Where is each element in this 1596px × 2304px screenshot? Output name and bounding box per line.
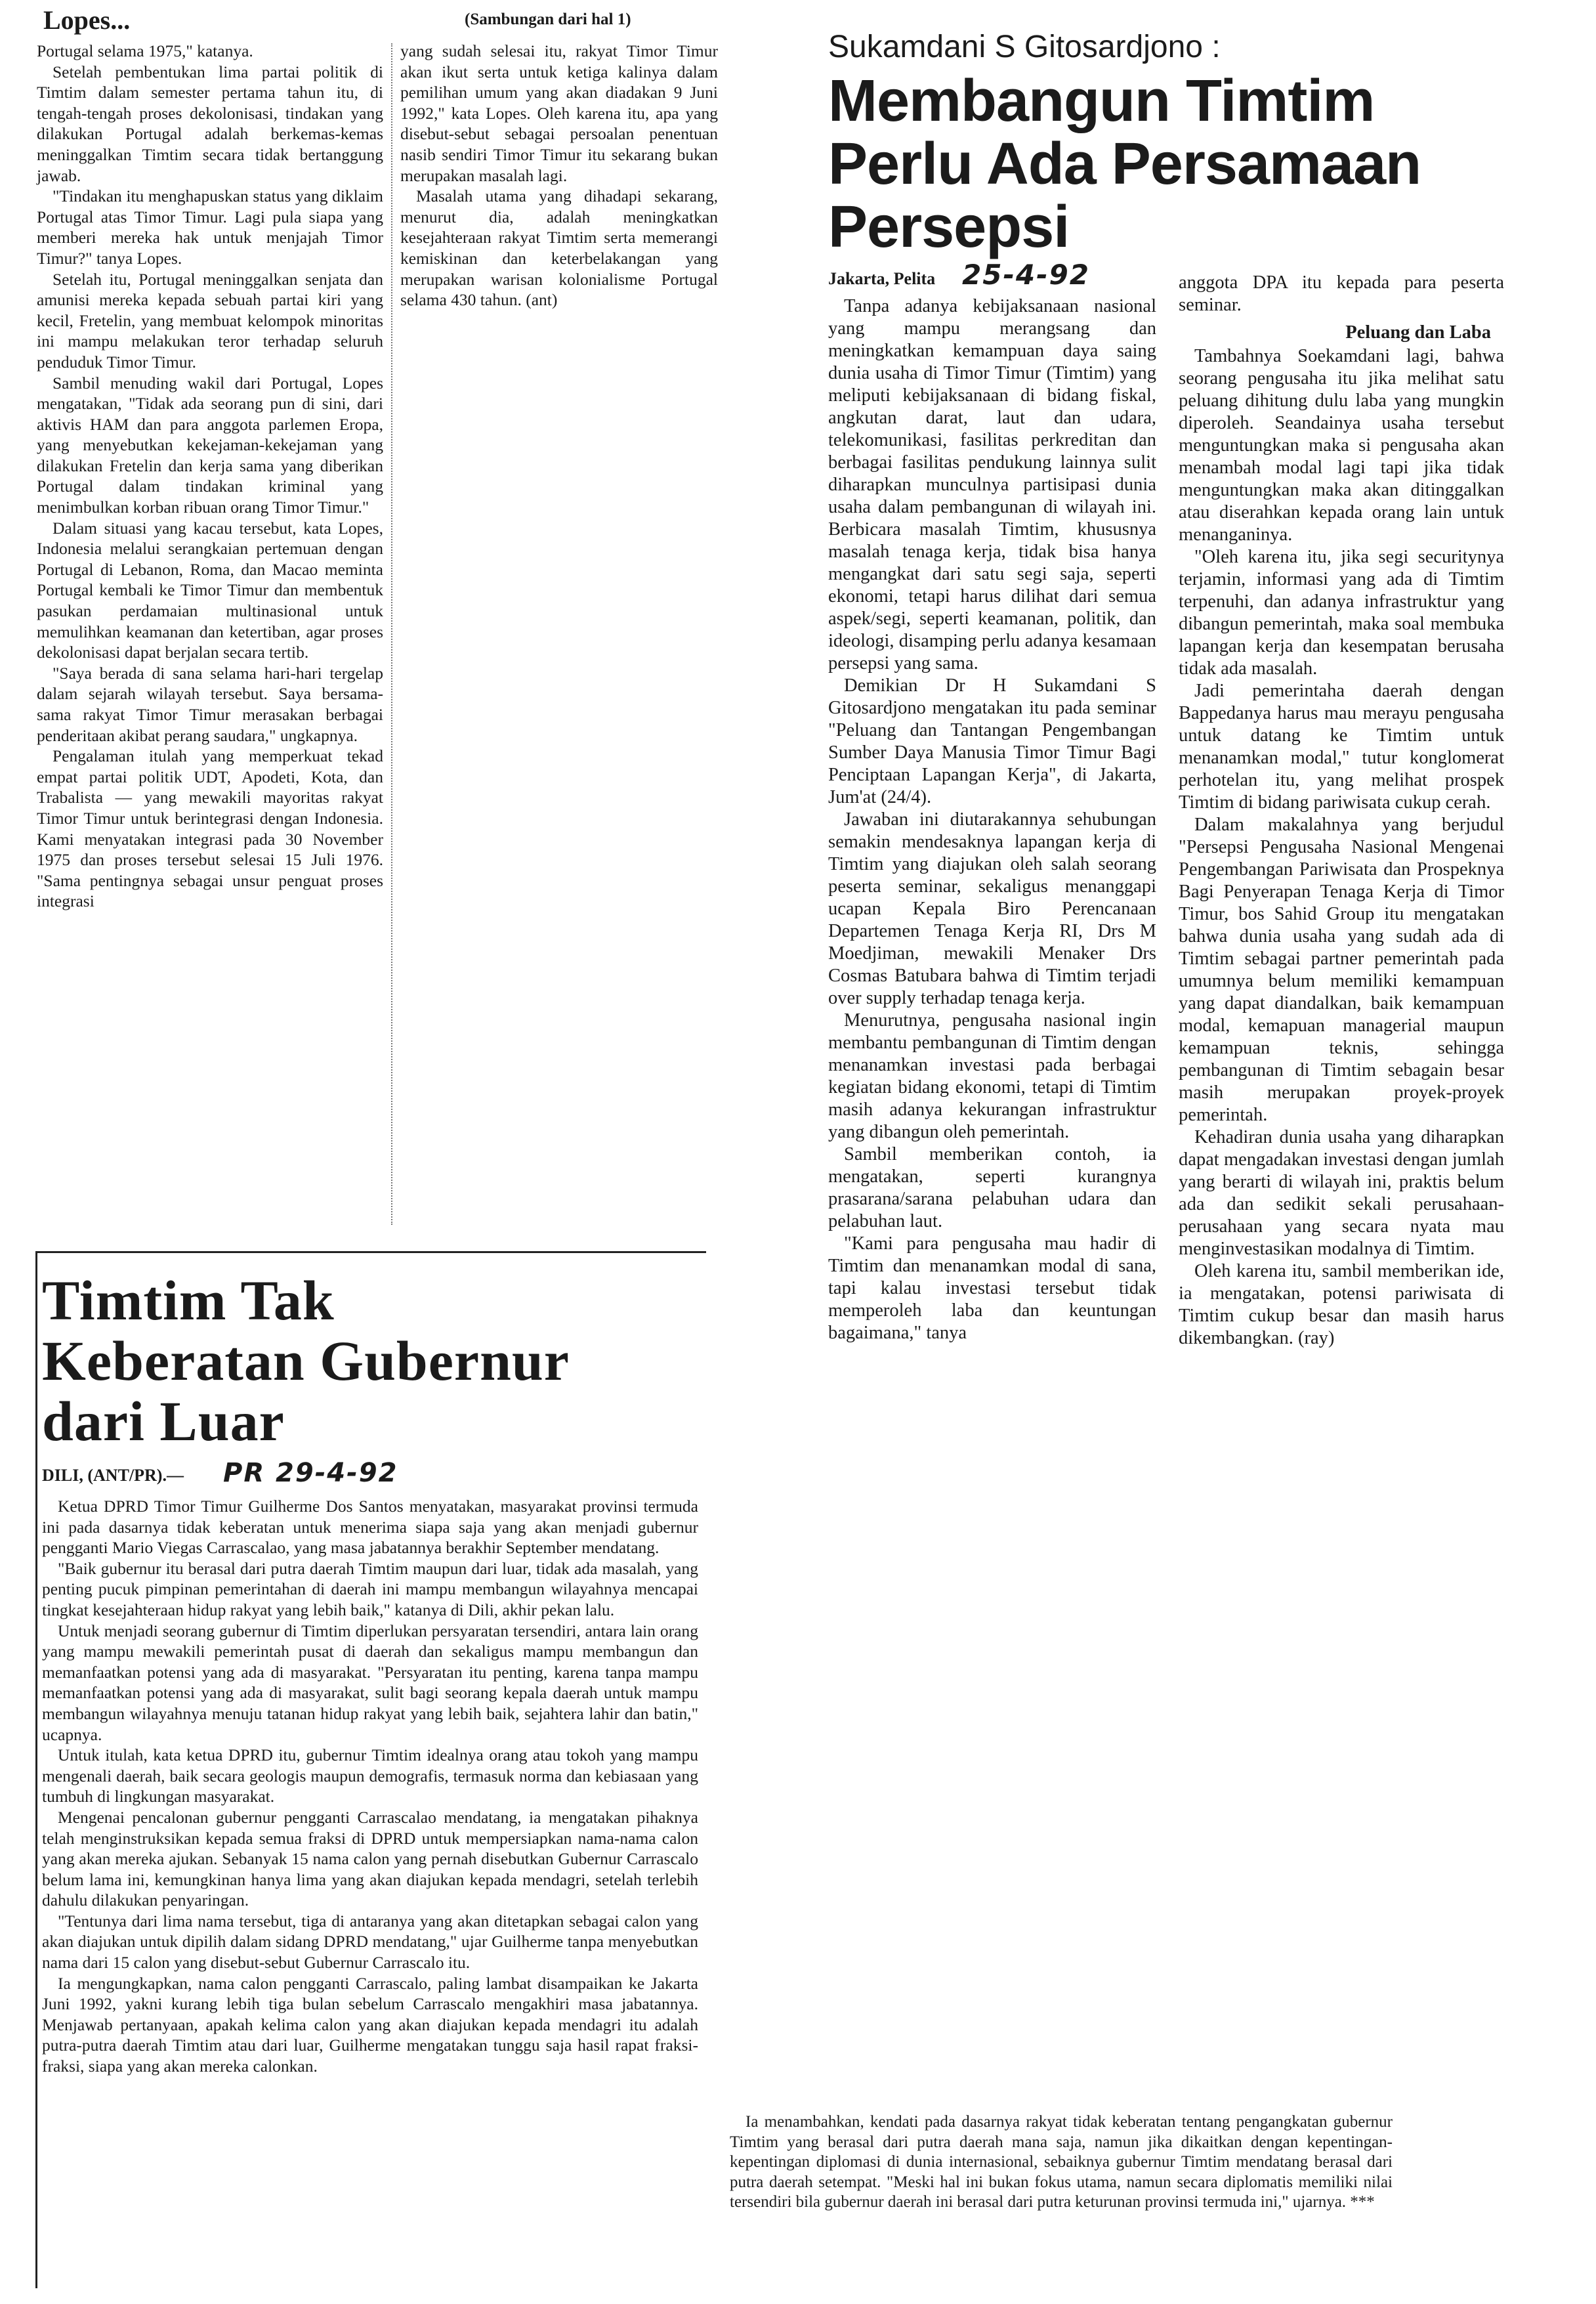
gubernur-article [42, 1270, 704, 2077]
lopes-paragraph: Setelah pembentukan lima partai politik di Timtim dalam semester pertama tahun itu, di tengah-tengah proses dekolonisasi, tindakan yang dilakukan Portugal adalah berkemas-kemas meninggalkan Timtim secara tidak bertanggung jawab. [37, 62, 383, 185]
lopes-paragraph: "Tindakan itu menghapuskan status yang diklaim Portugal atas Timor Timur. Lagi pula siapa yang memberi mereka hak untuk menjajah Timor Timur?" tanya Lopes. [37, 186, 383, 268]
sukamdani-article [828, 29, 1524, 1910]
sukamdani-paragraph: Menurutnya, pengusaha nasional ingin membantu pembangunan di Timtim dengan menanamkan investasi pada berbagai kegiatan bidang ekonomi, tetapi di Timtim masih adanya kekurangan infrastruktur yang dibangun oleh pemerintah. [828, 1010, 1156, 1142]
sukamdani-paragraph: Oleh karena itu, sambil memberikan ide, ia mengatakan, potensi pariwisata di Timtim cukup besar dan masih harus dikembangkan. (ray) [1179, 1261, 1504, 1348]
sukamdani-headline: Membangun Timtim Perlu Ada Persamaan Persepsi [828, 68, 1421, 260]
sukamdani-dateline-row [828, 259, 1156, 295]
handwritten-date: PR 29-4-92 [223, 1458, 398, 1488]
gubernur-dateline: DILI, (ANT/PR).— [42, 1466, 184, 1485]
lopes-paragraph: Sambil menuding wakil dari Portugal, Lopes mengatakan, "Tidak ada seorang pun di sini, dari aktivis HAM dan para anggota parlemen Eropa, yang menyebutkan kekejaman-kekejaman yang dilakukan Fretelin dan kerja sama yang diberikan Portugal dalam tindakan kriminal yang menimbulkan korban ribuan orang Timor Timur." [37, 373, 383, 517]
sukamdani-column-2 [1179, 272, 1504, 1350]
lopes-paragraph: Portugal selama 1975," katanya. [37, 41, 253, 60]
article-rule [35, 1251, 706, 1253]
sukamdani-paragraph: Tanpa adanya kebijaksanaan nasional yang mampu merangsang dan meningkatkan kemampuan daya saing dunia usaha di Timor Timur (Timtim) yang meliputi kebijaksanaan di bidang fiskal, angkutan darat, laut dan udara, telekomunikasi, fasilitas perkreditan dan berbagai fasilitas pendukung lainnya sulit diharapkan munculnya partisipasi dunia usaha dalam pembangunan di wilayah ini. Berbicara masalah Timtim, khususnya masalah tenaga kerja, tidak bisa hanya mengangkat dari satu segi saja, seperti ekonomi, tetapi harus dilihat dari semua aspek/segi, seperti keamanan, politik, dan ideologi, disamping perlu adanya kesamaan persepsi yang sama. [828, 296, 1156, 673]
gubernur-dateline-row [42, 1458, 704, 1492]
gubernur-paragraph: "Baik gubernur itu berasal dari putra daerah Timtim maupun dari luar, tidak ada masalah, yang penting pucuk pimpinan pemerintahan di daerah ini mampu membangun wilayahnya mencapai tingkat kesejahteraan hidup rakyat yang lebih baik," katanya di Dili, akhir pekan lalu. [42, 1558, 698, 1619]
lopes-paragraph: Dalam situasi yang kacau tersebut, kata Lopes, Indonesia melalui serangkaian pertemuan dengan Portugal di Lebanon, Roma, dan Macao meminta Portugal kembali ke Timor Timur dan membentuk pasukan perdamaian multinasional untuk memulihkan keamanan dan ketertiban, agar proses dekolonisasi dapat berjalan secara tertib. [37, 518, 383, 662]
sukamdani-subhead: Peluang dan Laba [1345, 322, 1491, 343]
gubernur-continuation [730, 2112, 1393, 2213]
sukamdani-columns [828, 259, 1524, 1910]
lopes-paragraph: Masalah utama yang dihadapi sekarang, menurut dia, adalah meningkatkan kesejahteraan rakyat Timtim serta memerangi kemiskinan dan keterbelakangan yang merupakan warisan kolonialisme Portugal selama 430 tahun. (ant) [400, 186, 718, 310]
sukamdani-paragraph: Kehadiran dunia usaha yang diharapkan dapat mengadakan investasi dengan jumlah yang berarti di wilayah ini, praktis belum ada dan sedikit sekali perusahaan-perusahaan yang secara nyata mau menginvestasikan modalnya di Timtim. [1179, 1127, 1504, 1259]
sukamdani-paragraph: Tambahnya Soekamdani lagi, bahwa seorang pengusaha itu jika melihat satu peluang dihitung dulu laba yang mungkin diperoleh. Seandainya usaha tersebut menguntungkan maka si pengusaha akan menambah modal lagi tapi jika tidak menguntungkan maka akan ditinggalkan atau diserahkan kepada orang lain untuk menanganinya. [1179, 346, 1504, 545]
lopes-continuation-note: (Sambungan dari hal 1) [465, 11, 631, 28]
gubernur-paragraph: Untuk itulah, kata ketua DPRD itu, gubernur Timtim idealnya orang atau tokoh yang mampu mengenali daerah, baik secara geologis maupun demografis, termasuk norma dan kebiasaan yang tumbuh di lingkungan masyarakat. [42, 1745, 698, 1806]
sukamdani-body-1 [828, 295, 1156, 1344]
sukamdani-paragraph: Demikian Dr H Sukamdani S Gitosardjono mengatakan itu pada seminar "Peluang dan Tantangan Pengembangan Sumber Daya Manusia Timor Timur Bagi Penciptaan Lapangan Kerja", di Jakarta, Jum'at (24/4). [828, 675, 1156, 807]
column-rule [391, 43, 392, 1225]
lopes-paragraph: yang sudah selesai itu, rakyat Timor Timur akan ikut serta untuk ketiga kalinya dalam pemilihan umum yang akan diadakan 9 Juni 1992," kata Lopes. Oleh karena itu, apa yang disebut-sebut sebagai persoalan penentuan nasib sendiri Timor Timur itu sekarang bukan merupakan masalah lagi. [400, 41, 718, 185]
sukamdani-paragraph: Sambil memberikan contoh, ia mengatakan, seperti kurangnya prasarana/sarana pelabuhan udara dan pelabuhan laut. [828, 1144, 1156, 1231]
lopes-paragraph: Setelah itu, Portugal meninggalkan senjata dan amunisi mereka kepada sebuah partai kiri yang kecil, Fretelin, yang membuat kelompok minoritas ini mampu melakukan teror terhadap seluruh penduduk Timor Timur. [37, 269, 383, 372]
gubernur-paragraph: Ketua DPRD Timor Timur Guilherme Dos Santos menyatakan, masyarakat provinsi termuda ini pada dasarnya tidak keberatan untuk menerima siapa saja yang akan menjadi gubernur pengganti Mario Viegas Carrascalao, yang masa jabatannya berakhir September mendatang. [42, 1497, 698, 1558]
gubernur-paragraph: "Tentunya dari lima nama tersebut, tiga di antaranya yang akan ditetapkan sebagai calon yang akan diajukan untuk dipilih dalam sidang DPRD mendatang," ujar Guilherme tanpa menyebutkan nama dari 15 calon yang disebut-sebut Gubernur Carrascalo itu. [42, 1911, 698, 1973]
sukamdani-paragraph: anggota DPA itu kepada para peserta seminar. [1179, 272, 1504, 315]
handwritten-date: 25-4-92 [962, 259, 1090, 291]
sukamdani-paragraph: "Oleh karena itu, jika segi securitynya terjamin, informasi yang ada di Timtim terpenuhi, dan adanya infrastruktur yang dibangun pemerintah, maka soal membuka lapangan kerja dan kesempatan berusaha tidak ada masalah. [1179, 547, 1504, 679]
lopes-heading: Lopes... [43, 5, 131, 35]
gubernur-paragraph: Mengenai pencalonan gubernur pengganti Carrascalao mendatang, ia mengatakan pihaknya telah menginstruksikan kepada semua fraksi di DPRD untuk mempersiapkan nama-nama calon yang akan mereka ajukan. Sebanyak 15 nama calon yang pernah disebutkan Gubernur Carrascalo belum lama ini, kemungkinan hanya lima yang akan diajukan kepada mendagri, setelah terlebih dahulu dilakukan penyaringan. [42, 1807, 698, 1910]
sukamdani-paragraph: Dalam makalahnya yang berjudul "Persepsi Pengusaha Nasional Mengenai Pengembangan Pariwisata dan Prospeknya Bagi Penyerapan Tenaga Kerja di Timor Timur, bos Sahid Group itu mengatakan bahwa dunia usaha yang sudah ada di Timtim sebagai partner pemerintah pada umumnya belum memiliki kemampuan yang dapat diandalkan, baik kemampuan modal, kemapuan managerial maupun kemampuan teknis, sehingga pembangunan di Timtim sebagain besar masih merupakan proyek-proyek pemerintah. [1179, 815, 1504, 1125]
gubernur-paragraph: Ia mengungkapkan, nama calon pengganti Carrascalo, paling lambat disampaikan ke Jakarta Juni 1992, yakni kurang lebih tiga bulan sebelum Carrascalo mengakhiri masa jabatannya. Menjawab pertanyaan, apakah kelima calon yang akan diajukan kepada mendagri itu adalah putra-putra daerah Timtim atau dari luar, Guilherme mengatakan tunggu saja hasil rapat fraksi-fraksi, siapa yang akan mereka calonkan. [42, 1973, 698, 2076]
gubernur-paragraph: Untuk menjadi seorang gubernur di Timtim diperlukan persyaratan tersendiri, antara lain orang yang mampu mewakili pemerintah pusat di daerah dan sekaligus mampu membangun dan memanfaatkan potensi yang ada di masyarakat. "Persyaratan itu penting, karena tanpa mampu memanfaatkan potensi yang ada di masyarakat, sulit bagi seorang kepala daerah untuk mampu membangun wilayahnya menuju tatanan hidup rakyat yang lebih baik, sejahtera lahir dan batin," ucapnya. [42, 1621, 698, 1744]
article-rule [35, 1251, 37, 2288]
lopes-paragraph: "Saya berada di sana selama hari-hari tergelap dalam sejarah wilayah tersebut. Saya bersama-sama rakyat Timor Timur merasakan berbagai penderitaan akibat perang saudara," ungkapnya. [37, 663, 383, 745]
gubernur-paragraph: Ia menambahkan, kendati pada dasarnya rakyat tidak keberatan tentang pengangkatan gubernur Timtim yang berasal dari putra daerah mana saja, namun jika dikaitkan dengan kepentingan-kepentingan diplomasi di dunia internasional, sebaiknya gubernur Timtim mendatang berasal dari putra daerah setempat. "Meski hal ini bukan fokus utama, namun secara diplomatis memiliki nilai tersendiri bila gubernur daerah ini berasal dari putra keturunan provinsi termuda ini," ujarnya. *** [730, 2113, 1393, 2211]
sukamdani-kicker: Sukamdani S Gitosardjono : [828, 30, 1221, 64]
lopes-clipping [29, 4, 718, 1238]
sukamdani-paragraph: "Kami para pengusaha mau hadir di Timtim dan menanamkan modal di sana, tapi kalau investasi tersebut tidak memperoleh laba dan keuntungan bagaimana," tanya [828, 1233, 1156, 1343]
sukamdani-column-1 [828, 259, 1156, 1344]
sukamdani-body-2 [1179, 272, 1504, 1350]
lopes-column-2 [400, 41, 718, 310]
lopes-paragraph: Pengalaman itulah yang memperkuat tekad empat partai politik UDT, Apodeti, Kota, dan Trabalista — yang mewakili mayoritas rakyat Timor Timur untuk berintegrasi dengan Indonesia. Kami menyatakan integrasi pada 30 November 1975 dan proses tersebut selesai 15 Juli 1976. "Sama pentingnya sebagai unsur penguat proses integrasi [37, 746, 383, 911]
sukamdani-paragraph: Jadi pemerintaha daerah dengan Bappedanya harus mau merayu pengusaha untuk datang ke Timtim untuk menanamkan modal," tutur konglomerat perhotelan itu, yang melihat prospek Timtim di bidang pariwisata cukup cerah. [1179, 681, 1504, 813]
gubernur-body [42, 1496, 698, 2077]
sukamdani-dateline: Jakarta, Pelita [828, 269, 936, 288]
lopes-column-1 [37, 41, 383, 912]
sukamdani-paragraph: Jawaban ini diutarakannya sehubungan semakin mendesaknya lapangan kerja di Timtim yang diajukan oleh salah seorang peserta seminar, sekaligus menanggapi ucapan Kepala Biro Perencanaan Departemen Tenaga Kerja RI, Drs M Moedjiman, mewakili Menaker Drs Cosmas Batubara bahwa di Timtim terjadi over supply terhadap tenaga kerja. [828, 809, 1156, 1008]
gubernur-headline: Timtim Tak Keberatan Gubernur dari Luar [42, 1269, 569, 1453]
